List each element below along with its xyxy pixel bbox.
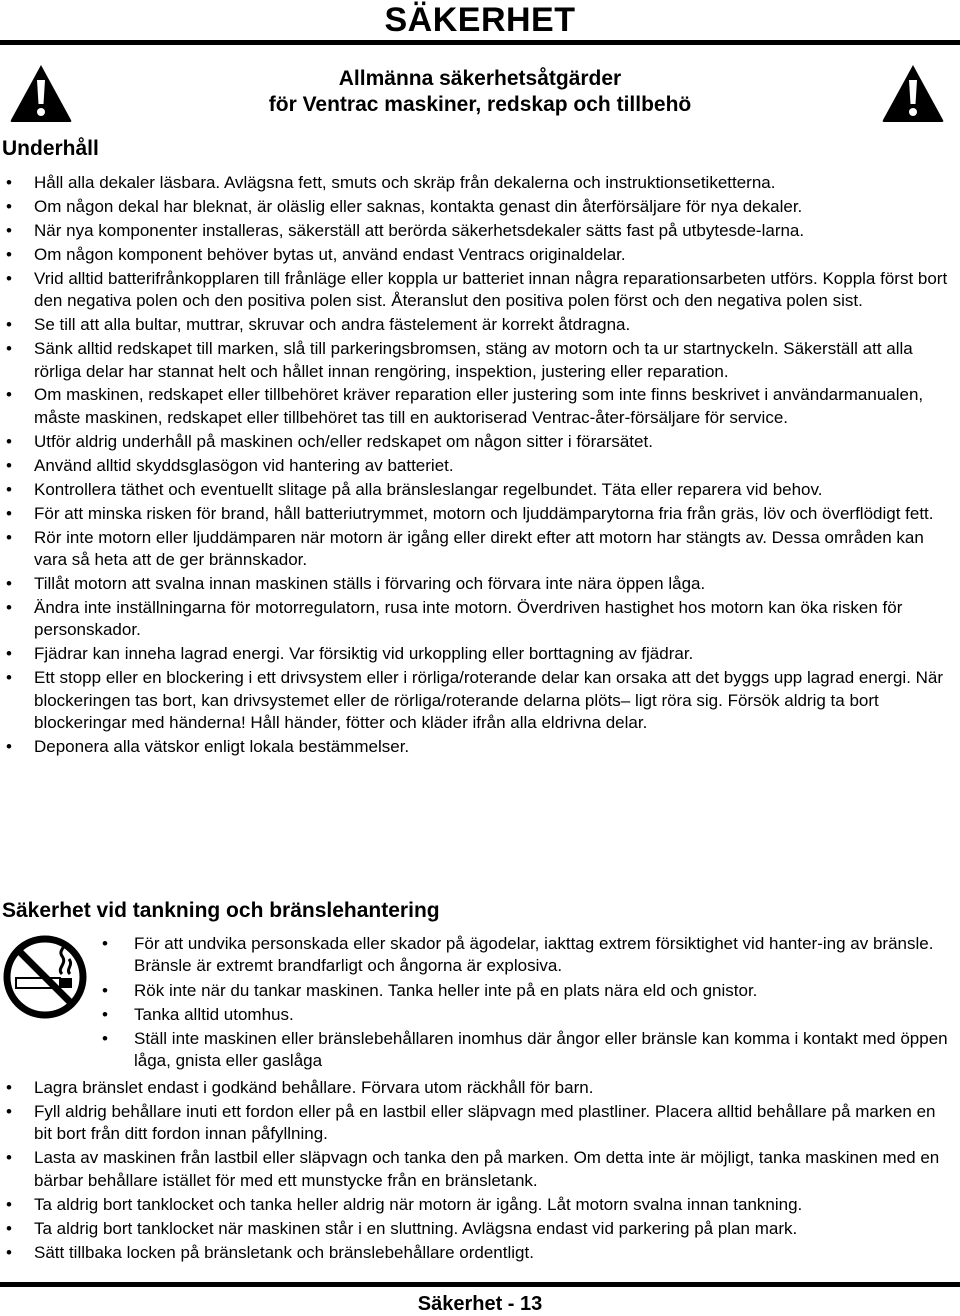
list-item: • Ett stopp eller en blockering i ett drivsystem eller i rörliga/roterande delar kan orsaka att det byggs upp lagrad energi. När blockeringen tas bort, kan drivsystemet eller de rörliga/roterande delarna plöts– ligt röra sig. Försök aldrig ta bort blockeringar med händerna! Håll händer, fötter och kläder ifrån alla eldrivna delar. — [0, 667, 955, 734]
list-item: • Ställ inte maskinen eller bränslebehållaren inomhus där ångor eller bränsle kan komma i kontakt med öppen låga, gnista eller gaslåga — [100, 1028, 955, 1073]
list-item: • Använd alltid skyddsglasögon vid hantering av batteriet. — [0, 455, 955, 477]
list-item: • Sätt tillbaka locken på bränsletank och bränslebehållare ordentligt. — [0, 1242, 955, 1264]
list-item: • Tanka alltid utomhus. — [100, 1004, 955, 1026]
list-item: • För att minska risken för brand, håll batteriutrymmet, motorn och ljuddämparytorna fria från gräs, löv och överflödigt fett. — [0, 503, 955, 525]
list-item: • Tillåt motorn att svalna innan maskinen ställs i förvaring och förvara inte nära öppen låga. — [0, 573, 955, 595]
maintenance-list — [0, 172, 955, 760]
list-item: • Håll alla dekaler läsbara. Avlägsna fett, smuts och skräp från dekalerna och instruktionsetiketterna. — [0, 172, 955, 194]
list-item: • Se till att alla bultar, muttrar, skruvar och andra fästelement är korrekt åtdragna. — [0, 314, 955, 336]
title-divider — [0, 40, 960, 45]
no-smoking-icon — [2, 934, 88, 1020]
list-item: • Om någon komponent behöver bytas ut, använd endast Ventracs originaldelar. — [0, 244, 955, 266]
fueling-heading: Säkerhet vid tankning och bränslehantering — [2, 899, 440, 922]
warning-icon — [8, 62, 74, 124]
list-item: • Lagra bränslet endast i godkänd behållare. Förvara utom räckhåll för barn. — [0, 1077, 955, 1099]
list-item: • När nya komponenter installeras, säkerställ att berörda säkerhetsdekaler sätts fast på utbytesde-larna. — [0, 220, 955, 242]
subtitle-line: för Ventrac maskiner, redskap och tillbehö — [268, 93, 692, 116]
list-item: • Ta aldrig bort tanklocket när maskinen står i en sluttning. Avlägsna endast vid parkering på plan mark. — [0, 1218, 955, 1240]
maintenance-heading: Underhåll — [2, 137, 99, 160]
list-item: • Kontrollera täthet och eventuellt slitage på alla bränsleslangar regelbundet. Täta eller reparera vid behov. — [0, 479, 955, 501]
list-item: • Om maskinen, redskapet eller tillbehöret kräver reparation eller justering som inte finns beskrivet i användarmanualen, måste maskinen, redskapet eller tillbehöret tas till en auktoriserad Ventrac-åter-försäljare för service. — [0, 384, 955, 429]
list-item: • Deponera alla vätskor enligt lokala bestämmelser. — [0, 736, 955, 758]
page-title: SÄKERHET — [384, 1, 576, 39]
fueling-icon-list — [100, 933, 955, 1075]
list-item: • Rök inte när du tankar maskinen. Tanka heller inte på en plats nära eld och gnistor. — [100, 980, 955, 1002]
page-footer: Säkerhet - 13 — [417, 1293, 543, 1315]
warning-icon — [880, 62, 946, 124]
list-item: • Om någon dekal har bleknat, är oläslig eller saknas, kontakta genast din återförsäljare för nya dekaler. — [0, 196, 955, 218]
list-item: • Lasta av maskinen från lastbil eller släpvagn och tanka den på marken. Om detta inte är möjligt, tanka maskinen med en bärbar behållare istället för med ett munstycke från en bränsletank. — [0, 1147, 955, 1192]
list-item: • Vrid alltid batterifrånkopplaren till frånläge eller koppla ur batteriet innan några reparationsarbeten utförs. Koppla först bort den negativa polen och den positiva polen sist. Återanslut den positiva polen först och den negativa polen sist. — [0, 268, 955, 313]
list-item: • Ta aldrig bort tanklocket och tanka heller aldrig när motorn är igång. Låt motorn svalna innan tankning. — [0, 1194, 955, 1216]
section-subtitle — [160, 66, 800, 118]
list-item: • Fyll aldrig behållare inuti ett fordon eller på en lastbil eller släpvagn med plastliner. Placera alltid behållare på marken en bit bort från ditt fordon innan påfyllning. — [0, 1101, 955, 1146]
list-item: • Rör inte motorn eller ljuddämparen när motorn är igång eller direkt efter att motorn har stängts av. Dessa områden kan vara så heta att de ger brännskador. — [0, 527, 955, 572]
footer-divider — [0, 1282, 960, 1287]
list-item: • För att undvika personskada eller skador på ägodelar, iakttag extrem försiktighet vid hanter-ing av bränsle. Bränsle är extremt brandfarligt och ångorna är explosiva. — [100, 933, 955, 978]
list-item: • Fjädrar kan inneha lagrad energi. Var försiktig vid urkoppling eller borttagning av fjädrar. — [0, 643, 955, 665]
list-item: • Utför aldrig underhåll på maskinen och/eller redskapet om någon sitter i förarsätet. — [0, 431, 955, 453]
list-item: • Sänk alltid redskapet till marken, slå till parkeringsbromsen, stäng av motorn och ta ur startnyckeln. Säkerställ att alla rörliga delar har stannat helt och hållet innan rengöring, inspektion, justering eller reparation. — [0, 338, 955, 383]
subtitle-line: Allmänna säkerhetsåtgärder — [338, 67, 622, 90]
list-item: • Ändra inte inställningarna för motorregulatorn, rusa inte motorn. Överdriven hastighet hos motorn kan öka risken för personskador. — [0, 597, 955, 642]
fueling-list — [0, 1077, 955, 1266]
